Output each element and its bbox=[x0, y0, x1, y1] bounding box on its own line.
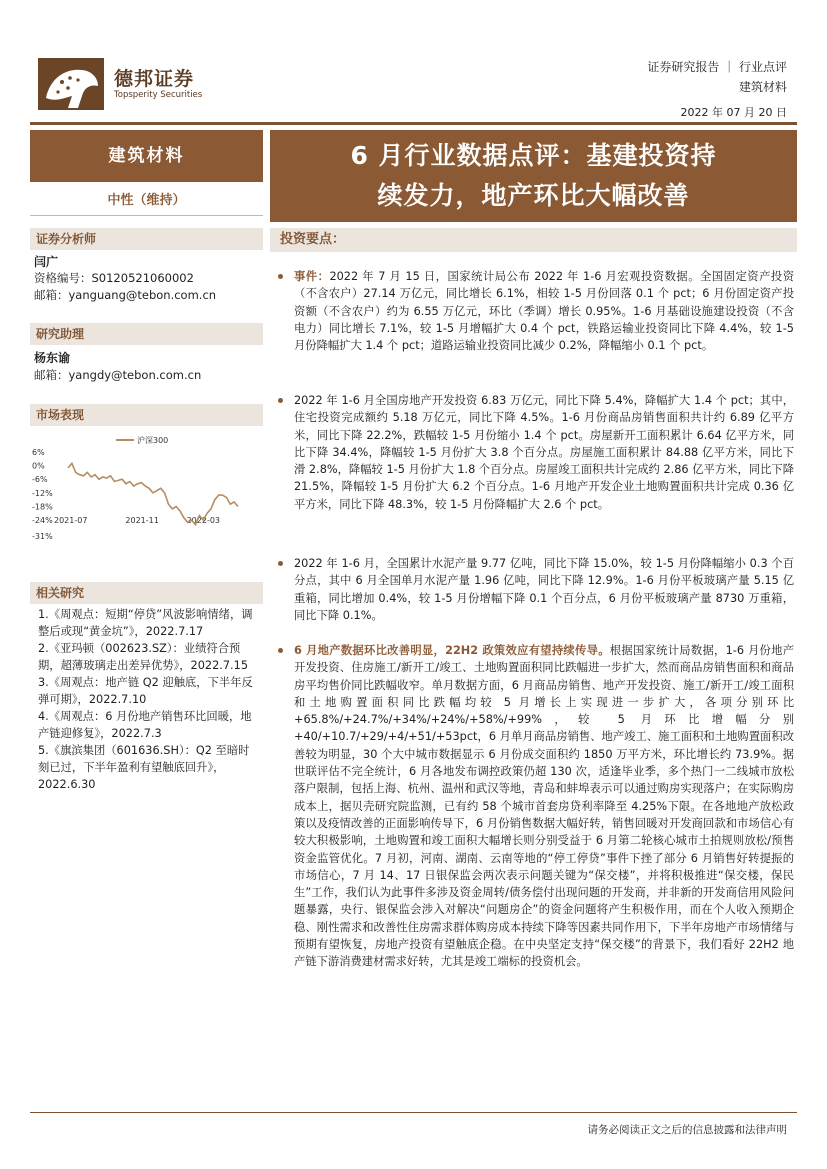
bullet-icon bbox=[278, 398, 283, 403]
bullet-icon bbox=[278, 561, 283, 566]
para-outlook bbox=[276, 642, 794, 971]
y-tick-label: -31% bbox=[32, 532, 53, 541]
related-research-list bbox=[38, 606, 258, 793]
x-tick-label: 2022-03 bbox=[186, 516, 221, 526]
header-divider bbox=[30, 122, 797, 125]
analyst-name: 闫广 bbox=[34, 255, 59, 269]
report-type: 证券研究报告 ｜ 行业点评 bbox=[647, 60, 787, 74]
assistant-email: 邮箱：yangdy@tebon.com.cn bbox=[34, 368, 202, 382]
report-industry: 建筑材料 bbox=[738, 80, 787, 94]
y-tick-label: 6% bbox=[32, 448, 45, 457]
related-item[interactable]: 3.《周观点：地产链 Q2 迎触底，下半年反弹可期》，2022.7.10 bbox=[38, 676, 253, 706]
para-cement-glass bbox=[276, 555, 794, 624]
related-heading: 相关研究 bbox=[30, 582, 263, 604]
logo-en-text: Topsperity Securities bbox=[114, 90, 203, 100]
para-real-estate-text: 2022 年 1-6 月全国房地产开发投资 6.83 万亿元，同比下降 5.4%，降幅扩大 1.4 个 pct；其中，住宅投资完成额约 5.18 万亿元，同比下降 4.5%。1-6 月份商品房销售面积共计约 6.89 亿平方米，同比下降 22.2%，跌幅较 1-5 月份缩小 1.4 个 pct。房屋新开工面积累计 6.64 亿平方米，同比下降 34.4%，降幅较 1-5 月份扩大 3.8 个百分点。房屋施工面积累计 84.88 亿平方米，同比下滑 2.8%，降幅较 1-5 月份扩大 1.8 个百分点。房屋竣工面积共计完成约 2.86 亿平方米，同比下降 21.5%，降幅较 1-5 月份扩大 6.2 个百分点。1-6 月地产开发企业土地购置面积共计完成 0.36 亿平方米，同比下降 48.3%，较 1-5 月份降幅扩大 2.6 个 pct。 bbox=[294, 394, 794, 511]
report-title bbox=[270, 130, 797, 222]
report-date: 2022 年 07 月 20 日 bbox=[680, 106, 787, 119]
bullet-icon bbox=[278, 648, 283, 653]
market-heading: 市场表现 bbox=[30, 404, 263, 426]
para-outlook-text: 根据国家统计局数据，1-6 月份地产开发投资、住房施工/新开工/竣工、土地购置面积同比跌幅进一步扩大，然而商品房销售面积和商品房平均售价同比跌幅收窄。单月数据方面，6 月商品房销售、地产开发投资、施工/新开工/竣工面积和土地购置面积同比跌幅均较 5 月增长上实现进一步扩大，各项分别环比+65.8%/+24.7%/+34%/+24%/+58%/+99%，较 5 月环比增幅分别+40/+10.7/+29/+4/+51/+53pct，6 月单月商品房销售、地产竣工、施工面积和土地购置面积改善较为明显，30 个大中城市数据显示 6 月份成交面积约 1850 万平方米，环比增长约 73.9%。据世联评估不完全统计，6 月各地发布调控政策仍超 130 次，适逢毕业季，多个热门一二线城市放松落户限制，包括上海、杭州、温州和武汉等地，青岛和蚌埠表示可以通过购房实现落户；在实际购房成本上，据贝壳研究院监测，已有约 58 个城市首套房贷利率降至 4.25%下限。在各地地产放松政策以及疫情改善的正面影响传导下，6 月份销售数据大幅好转，销售回暖对开发商回款和市场信心有较大积极影响，土地购置和竣工面积大幅增长则分别受益于 6 月第二轮核心城市土拍规则放松/预售资金监管优化。7 月初，河南、湖南、云南等地的“停工停贷”事件下挫了部分 6 月销售好转提振的市场信心，7 月 14、17 日银保监会两次表示问题关键为“保交楼”，并将积极推进“保交楼，保民生”工作，我们认为此事件多涉及资金周转/债务偿付出现问题的开发商，并非新的开发商信用风险问题暴露，央行、银保监会涉入对解决“问题房企”的资金问题将产生积极作用，而在个人收入预期企稳、刚性需求和改善性住房需求群体购房成本持续下降等因素共同作用下，下半年房地产市场情绪与预期有望恢复，房地产投资有望触底企稳。在中央坚定支持“保交楼”的背景下，我们看好 22H2 地产链下游消费建材需求好转，尤其是竣工端标的投资机会。 bbox=[294, 644, 795, 969]
related-item[interactable]: 2.《亚玛顿（002623.SZ）：业绩符合预期，超薄玻璃走出差异优势》，2022.7.15 bbox=[38, 642, 249, 672]
company-logo bbox=[38, 52, 218, 114]
bullet-icon bbox=[278, 274, 283, 279]
assistant-name: 杨东谕 bbox=[34, 351, 71, 365]
title-line-2: 续发力，地产环比大幅改善 bbox=[377, 181, 690, 210]
sector-label: 建筑材料 bbox=[30, 130, 263, 182]
x-tick-label: 2021-07 bbox=[54, 516, 88, 526]
y-tick-label: -12% bbox=[32, 488, 53, 498]
y-tick-label: 0% bbox=[32, 461, 45, 471]
analyst-heading: 证券分析师 bbox=[30, 228, 263, 250]
legend-label: 沪深300 bbox=[137, 436, 169, 445]
y-tick-label: -24% bbox=[32, 516, 53, 526]
analyst-email: 邮箱：yanguang@tebon.com.cn bbox=[34, 288, 217, 302]
para-event-label: 事件： bbox=[294, 270, 330, 283]
assistant-heading: 研究助理 bbox=[30, 323, 263, 345]
rating-label: 中性（维持） bbox=[30, 186, 263, 216]
footer-divider bbox=[30, 1112, 797, 1113]
related-item[interactable]: 5.《旗滨集团（601636.SH）：Q2 至暗时刻已过，下半年盈利有望触底回升》，2022.6.30 bbox=[38, 744, 250, 791]
analyst-cert: 资格编号：S0120521060002 bbox=[34, 271, 194, 285]
title-line-1: 6 月行业数据点评：基建投资持 bbox=[350, 141, 717, 170]
para-cement-glass-text: 2022 年 1-6 月，全国累计水泥产量 9.77 亿吨，同比下降 15.0%，较 1-5 月份降幅缩小 0.3 个百分点，其中 6 月全国单月水泥产量 1.96 亿吨，同比下降 12.9%。1-6 月份平板玻璃产量 5.15 亿重箱，同比增加 0.4%，较 1-5 月份增幅下降 0.1 个百分点，6 月份平板玻璃产量 8730 万重箱，同比下降 0.1%。 bbox=[294, 557, 794, 622]
market-performance-chart bbox=[32, 430, 262, 545]
y-tick-label: -18% bbox=[32, 502, 53, 512]
para-event-text: 2022 年 7 月 15 日，国家统计局公布 2022 年 1-6 月宏观投资数据。全国固定资产投资（不含农户）27.14 万亿元，同比增长 6.1%，相较 1-5 月份回落 0.1 个 pct；6 月份固定资产投资额（不含农户）约为 6.55 万亿元，环比（季调）增长 0.95%。1-6 月基础设施建设投资（不含电力）同比增长 7.1%，较 1-5 月增幅扩大 0.4 个 pct，铁路运输业投资同比下降 4.4%，较 1-5 月份降幅扩大 1.4 个 pct；道路运输业投资同比减少 0.2%，降幅缩小 0.1 个 pct。 bbox=[294, 270, 794, 353]
related-item[interactable]: 1.《周观点：短期“停贷”风波影响情绪，调整后或现“黄金坑”》，2022.7.17 bbox=[38, 608, 253, 638]
logo-cn-text: 德邦证券 bbox=[114, 68, 195, 90]
related-item[interactable]: 4.《周观点：6 月份地产销售环比回暖，地产链迎修复》，2022.7.3 bbox=[38, 710, 252, 740]
leopard-logo-icon bbox=[38, 58, 104, 110]
y-tick-label: -6% bbox=[32, 475, 48, 485]
para-event bbox=[276, 268, 794, 354]
footer-disclaimer: 请务必阅读正文之后的信息披露和法律声明 bbox=[587, 1124, 787, 1136]
para-real-estate bbox=[276, 392, 794, 513]
x-tick-label: 2021-11 bbox=[125, 516, 159, 526]
para-outlook-label: 6 月地产数据环比改善明显，22H2 政策效应有望持续传导。 bbox=[294, 644, 610, 657]
market-chart-svg bbox=[32, 430, 262, 545]
investment-highlights-heading: 投资要点： bbox=[270, 228, 797, 252]
